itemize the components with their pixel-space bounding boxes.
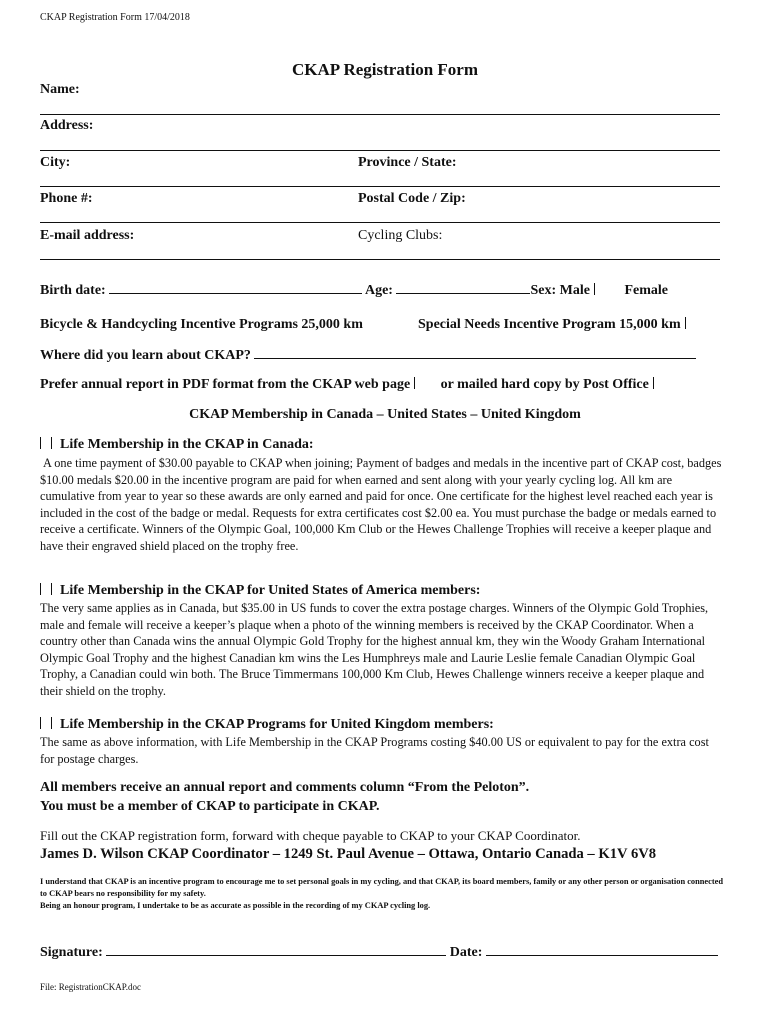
- prefer-mail-label: or mailed hard copy by Post Office: [440, 377, 649, 392]
- mail-checkbox[interactable]: [653, 377, 658, 389]
- birth-line[interactable]: [109, 281, 362, 294]
- uk-body: The same as above information, with Life Membership in the CKAP Programs costing $40.00 US or equivalent to pay for the extra cost for postage charges.: [40, 735, 709, 766]
- uk-heading: Life Membership in the CKAP Programs for United Kingdom members:: [60, 717, 494, 732]
- address-label: Address:: [40, 118, 94, 133]
- signature-line[interactable]: [106, 943, 446, 956]
- address-line[interactable]: [40, 150, 720, 151]
- special-program: [418, 317, 696, 333]
- canada-heading-row: [40, 437, 314, 453]
- fill-out-instructions: Fill out the CKAP registration form, forward with cheque payable to CKAP to your CKAP Coordinator.: [40, 828, 581, 843]
- coordinator-address: James D. Wilson CKAP Coordinator – 1249 St. Paul Avenue – Ottawa, Ontario Canada – K1V 6V8: [40, 846, 657, 862]
- email-clubs-line[interactable]: [40, 259, 720, 260]
- male-checkbox[interactable]: [594, 283, 599, 295]
- usa-heading-row: [40, 583, 480, 599]
- membership-heading: CKAP Membership in Canada – United States – United Kingdom: [189, 407, 581, 422]
- uk-heading-row: [40, 717, 494, 733]
- special-program-checkbox[interactable]: [685, 317, 690, 329]
- learn-line[interactable]: [254, 346, 696, 359]
- page-title: CKAP Registration Form: [291, 60, 479, 79]
- canada-body: A one time payment of $30.00 payable to CKAP when joining; Payment of badges and medals in the incentive part of CKAP cost, badges $10.00 medals $20.00 in the incentive program are paid for when earned and sent along with your yearly cycling log. All km are cumulative from year to year so these awards are only earned and paid for once. One certificate for the highest level reached each year is included in the cost of the badge or medal. Requests for extra certificates cost $2.00 ea. You must purchase the badge or medals earned to receive a certificate. Winners of the Olympic Goal, 100,000 Km Club or the Hewes Challenge Trophies will receive a keeper plaque and have their engraved shield placed on the trophy free.: [40, 456, 722, 553]
- learn-row: [40, 346, 696, 364]
- pdf-checkbox[interactable]: [414, 377, 419, 389]
- canada-checkbox[interactable]: [40, 437, 52, 449]
- bicycle-program-label: Bicycle & Handcycling Incentive Programs 25,000 km: [40, 317, 363, 332]
- learn-label: Where did you learn about CKAP?: [40, 348, 251, 363]
- name-label: Name:: [40, 82, 80, 97]
- postal-label: Postal Code / Zip:: [358, 191, 466, 206]
- name-line[interactable]: [40, 114, 720, 115]
- liability-statement: I understand that CKAP is an incentive program to encourage me to set personal goals in my cycling, and that CKAP, its board members, family or any other person or organisation connected to CKAP bears no responsibility for my safety.: [40, 877, 724, 898]
- usa-heading: Life Membership in the CKAP for United States of America members:: [60, 583, 481, 598]
- signature-label: Signature:: [40, 945, 103, 960]
- female-label: Female: [624, 283, 668, 298]
- usa-checkbox[interactable]: [40, 583, 52, 595]
- phone-label: Phone #:: [40, 191, 93, 206]
- date-label: Date:: [449, 945, 483, 960]
- city-province-line[interactable]: [40, 186, 720, 187]
- usa-body: The very same applies as in Canada, but $35.00 in US funds to cover the extra postage charges. Winners of the Olympic Gold Trophies, male and female will receive a keeper’s plaque when a photo of the winning members is received by the CKAP Coordinator. When a country other than Canada wins the annual Olympic Gold Trophy for the highest annual km, they win the Woody Graham International Olympic Goal Trophy and the highest Canadian km wins the Les Humphreys male and Laurie Leslie female Canadian Olympic Goal Trophy, a Canadian could win both. The Bruce Timmermans 100,000 Km Club, Hewes Challenge winners receive a keeper plaque and their shield on the trophy.: [40, 601, 709, 698]
- city-label: City:: [40, 155, 71, 170]
- special-program-label: Special Needs Incentive Program 15,000 km: [418, 317, 681, 332]
- email-label: E-mail address:: [40, 228, 135, 243]
- prefer-pdf-label: Prefer annual report in PDF format from the CKAP web page: [40, 377, 411, 392]
- sex-label: Sex: Male: [530, 283, 590, 298]
- birth-label: Birth date:: [40, 283, 106, 298]
- age-label: Age:: [364, 283, 393, 298]
- birth-row: [40, 281, 668, 299]
- honour-statement: Being an honour program, I undertake to be as accurate as possible in the recording of my CKAP cycling log.: [40, 901, 431, 910]
- footer-filename: File: RegistrationCKAP.doc: [40, 982, 141, 992]
- header-note: CKAP Registration Form 17/04/2018: [40, 12, 190, 23]
- age-line[interactable]: [396, 281, 530, 294]
- annual-report-note: All members receive an annual report and comments column “From the Peloton”.: [40, 780, 530, 795]
- date-line[interactable]: [486, 943, 718, 956]
- prefer-row: [40, 377, 664, 393]
- province-label: Province / State:: [358, 155, 457, 170]
- clubs-label: Cycling Clubs:: [358, 228, 443, 243]
- phone-postal-line[interactable]: [40, 222, 720, 223]
- canada-heading: Life Membership in the CKAP in Canada:: [60, 437, 314, 452]
- membership-requirement: You must be a member of CKAP to participate in CKAP.: [40, 799, 380, 814]
- signature-row: [40, 943, 718, 961]
- uk-checkbox[interactable]: [40, 717, 52, 729]
